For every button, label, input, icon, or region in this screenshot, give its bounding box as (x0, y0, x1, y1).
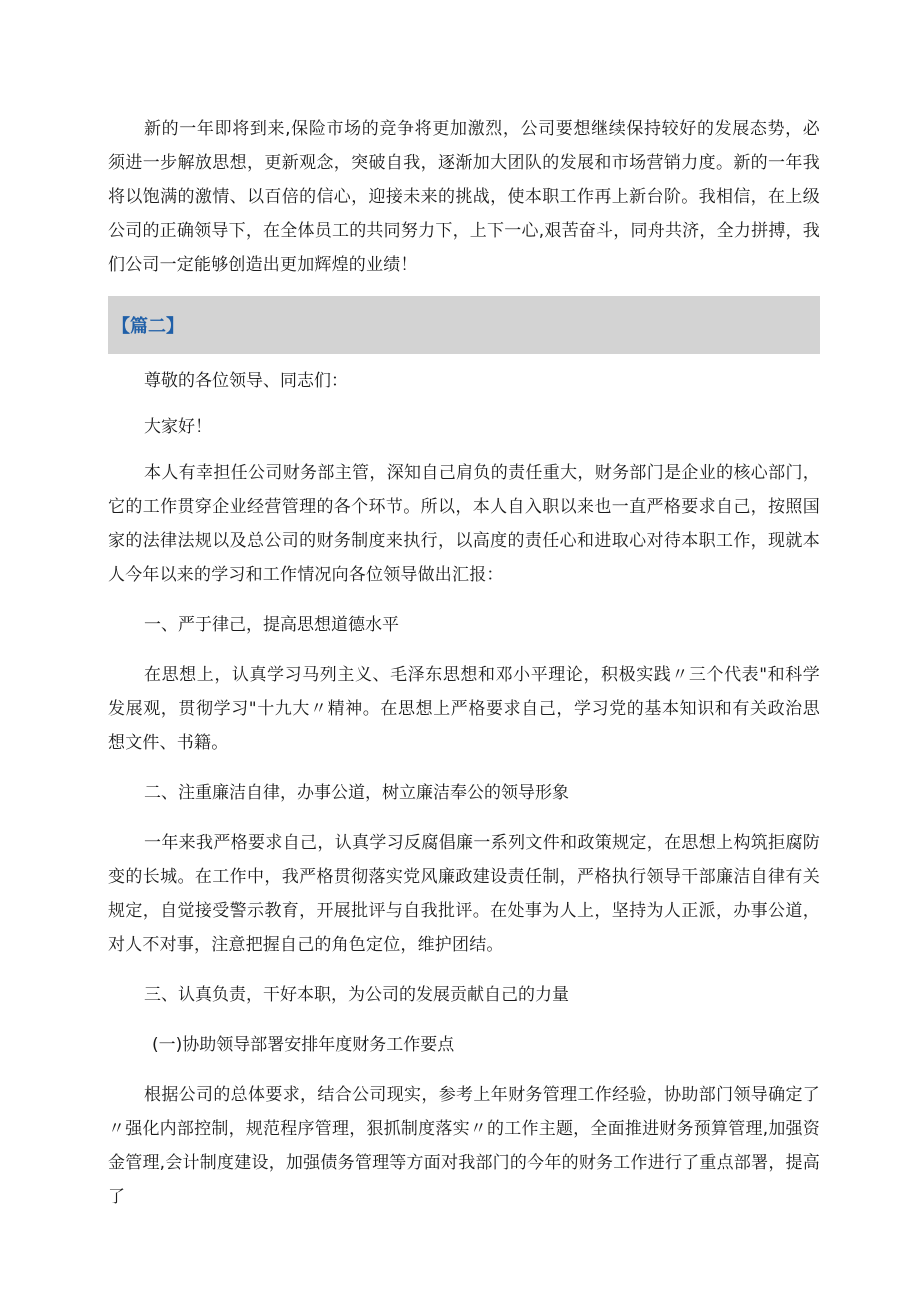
section-header (108, 296, 820, 354)
paragraph-finance-plan: 根据公司的总体要求，结合公司现实，参考上年财务管理工作经验，协助部门领导确定了〃强化内部控制，规范程序管理，狠抓制度落实〃的工作主题，全面推进财务预算管理,加强资金管理,会计制度建设，加强债务管理等方面对我部门的今年的财务工作进行了重点部署，提高了 (108, 1085, 820, 1207)
paragraph-closing: 新的一年即将到来,保险市场的竞争将更加激烈，公司要想继续保持较好的发展态势，必须进一步解放思想，更新观念，突破自我，逐渐加大团队的发展和市场营销力度。新的一年我将以饱满的激情、以百倍的信心，迎接未来的挑战，使本职工作再上新台阶。我相信，在上级公司的正确领导下，在全体员工的共同努力下，上下一心,艰苦奋斗，同舟共济，全力拼搏，我们公司一定能够创造出更加辉煌的业绩！ (108, 119, 820, 275)
heading-section-3: 三、认真负责，干好本职，为公司的发展贡献自己的力量 (144, 985, 569, 1005)
document-page (108, 112, 820, 1214)
greeting-leaders: 尊敬的各位领导、同志们： (144, 371, 348, 391)
subheading-3-1: (一)协助领导部署安排年度财务工作要点 (152, 1035, 455, 1055)
heading-section-1: 一、严于律己，提高思想道德水平 (144, 615, 399, 635)
section-title: 【篇二】 (112, 316, 184, 337)
paragraph-integrity: 一年来我严格要求自己，认真学习反腐倡廉一系列文件和政策规定，在思想上构筑拒腐防变的长城。在工作中，我严格贯彻落实党风廉政建设责任制，严格执行领导干部廉洁自律有关规定，自觉接受警示教育，开展批评与自我批评。在处事为人上，坚持为人正派，办事公道，对人不对事，注意把握自己的角色定位，维护团结。 (108, 833, 820, 955)
paragraph-thought: 在思想上，认真学习马列主义、毛泽东思想和邓小平理论，积极实践〃三个代表"和科学发展观，贯彻学习"十九大〃精神。在思想上严格要求自己，学习党的基本知识和有关政治思想文件、书籍。 (108, 665, 820, 753)
greeting-hello: 大家好！ (144, 417, 212, 437)
heading-section-2: 二、注重廉洁自律，办事公道，树立廉洁奉公的领导形象 (144, 783, 569, 803)
paragraph-intro: 本人有幸担任公司财务部主管，深知自己肩负的责任重大，财务部门是企业的核心部门，它的工作贯穿企业经营管理的各个环节。所以，本人自入职以来也一直严格要求自己，按照国家的法律法规以及总公司的财务制度来执行，以高度的责任心和进取心对待本职工作，现就本人今年以来的学习和工作情况向各位领导做出汇报： (108, 463, 820, 585)
